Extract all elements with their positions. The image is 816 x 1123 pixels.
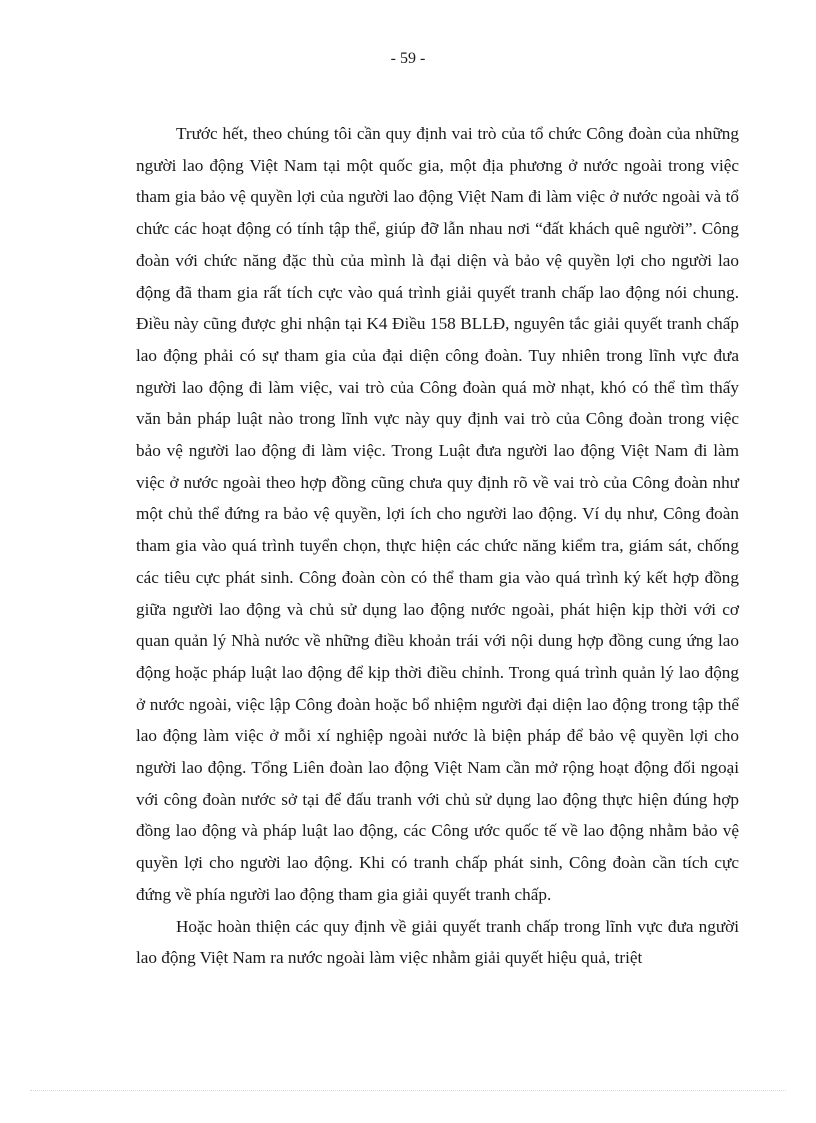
paragraph: Trước hết, theo chúng tôi cần quy định vai trò của tổ chức Công đoàn của những người lao động Việt Nam tại một quốc gia, một địa phương ở nước ngoài trong việc tham gia bảo vệ quyền lợi của người lao động Việt Nam đi làm việc ở nước ngoài và tổ chức các hoạt động có tính tập thể, giúp đỡ lẫn nhau nơi “đất khách quê người”. Công đoàn với chức năng đặc thù của mình là đại diện và bảo vệ quyền lợi cho người lao động đã tham gia rất tích cực vào quá trình giải quyết tranh chấp lao động nói chung. Điều này cũng được ghi nhận tại K4 Điều 158 BLLĐ, nguyên tắc giải quyết tranh chấp lao động phải có sự tham gia của đại diện công đoàn. Tuy nhiên trong lĩnh vực đưa người lao động đi làm việc, vai trò của Công đoàn quá mờ nhạt, khó có thể tìm thấy văn bản pháp luật nào trong lĩnh vực này quy định vai trò của Công đoàn trong việc bảo vệ người lao động đi làm việc. Trong Luật đưa người lao động Việt Nam đi làm việc ở nước ngoài theo hợp đồng cũng chưa quy định rõ về vai trò của Công đoàn như một chủ thể đứng ra bảo vệ quyền, lợi ích cho người lao động. Ví dụ như, Công đoàn tham gia vào quá trình tuyển chọn, thực hiện các chức năng kiểm tra, giám sát, chống các tiêu cực phát sinh. Công đoàn còn có thể tham gia vào quá trình ký kết hợp đồng giữa người lao động và chủ sử dụng lao động nước ngoài, phát hiện kịp thời với cơ quan quản lý Nhà nước về những điều khoản trái với nội dung hợp đồng cung ứng lao động hoặc pháp luật lao động để kịp thời điều chỉnh. Trong quá trình quản lý lao động ở nước ngoài, việc lập Công đoàn hoặc bổ nhiệm người đại diện lao động trong tập thể lao động làm việc ở mỗi xí nghiệp ngoài nước là biện pháp để bảo vệ quyền lợi cho người lao động. Tổng Liên đoàn lao động Việt Nam cần mở rộng hoạt động đối ngoại với công đoàn nước sở tại để đấu tranh với chủ sử dụng lao động thực hiện đúng hợp đồng lao động và pháp luật lao động, các Công ước quốc tế về lao động nhằm bảo vệ quyền lợi cho người lao động. Khi có tranh chấp phát sinh, Công đoàn cần tích cực đứng về phía người lao động tham gia giải quyết tranh chấp.: [136, 124, 739, 904]
paragraph: Hoặc hoàn thiện các quy định về giải quyết tranh chấp trong lĩnh vực đưa người lao động Việt Nam ra nước ngoài làm việc nhằm giải quyết hiệu quả, triệt: [136, 916, 739, 968]
page-bottom-divider: [30, 1090, 786, 1091]
page-number: - 59 -: [390, 50, 426, 67]
document-body: [136, 118, 739, 974]
